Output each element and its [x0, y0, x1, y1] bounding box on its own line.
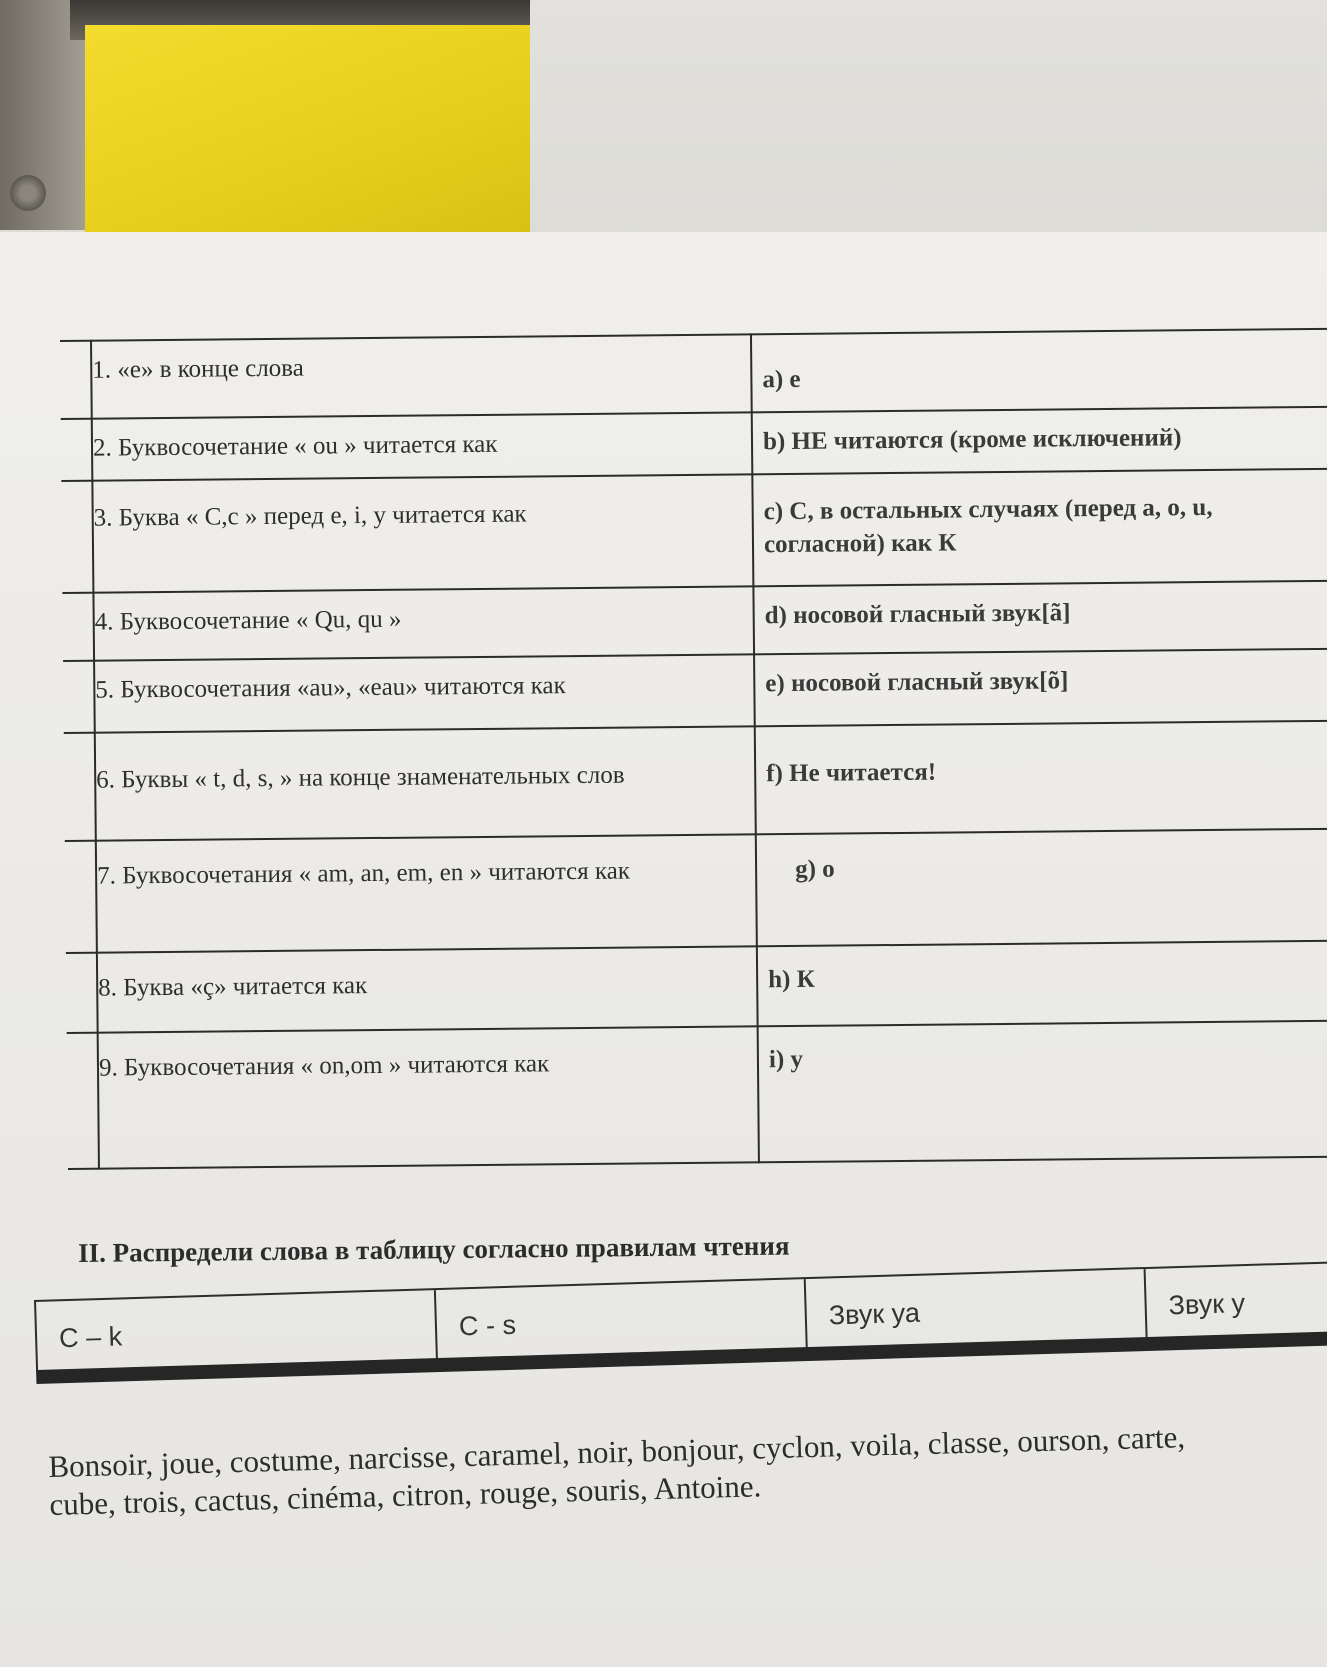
- rule-row-3: [61, 468, 1327, 594]
- rule-row-6: [64, 720, 1327, 842]
- rule-left-1: 1. «е» в конце слова: [92, 354, 304, 384]
- rule-left-9: 9. Буквосочетания « on,om » читаются как: [98, 1050, 550, 1082]
- rule-right-9: i) у: [768, 1045, 804, 1074]
- rule-right-7: g) о: [794, 855, 835, 883]
- rule-right-6: f) Не читается!: [766, 758, 937, 788]
- screw-icon: [10, 175, 46, 211]
- rule-left-5: 5. Буквосочетания «au», «eau» читаются как: [95, 672, 566, 704]
- sort-col-zvuk-ua: Звук уа: [806, 1269, 1148, 1349]
- yellow-folder: [85, 25, 530, 243]
- word-list-line-2: cube, trois, cactus, cinéma, citron, rouge, souris, Antoine.: [49, 1468, 762, 1522]
- rule-right-3: c) C, в остальных случаях (перед a, o, u, согласной) как К: [763, 493, 1213, 559]
- rule-right-4: d) носовой гласный звук[ã]: [764, 599, 1071, 630]
- rule-left-3: 3. Буква « C,c » перед e, i, y читается как: [93, 500, 527, 532]
- rule-left-4: 4. Буквосочетание « Qu, qu »: [94, 605, 402, 636]
- sort-col-c-k: C – k: [36, 1290, 438, 1372]
- section-title: II. Распредели слова в таблицу согласно правилам чтения: [78, 1230, 790, 1268]
- rule-row-8: [66, 940, 1327, 1034]
- rule-row-7: [65, 828, 1327, 954]
- rule-row-9: [67, 1020, 1327, 1170]
- word-list-line-1: Bonsoir, joue, costume, narcisse, caramel, noir, bonjour, cyclon, voila, classe, ourson, carte,: [48, 1419, 1186, 1484]
- rule-right-1: a) е: [762, 365, 801, 394]
- rule-row-1: [60, 328, 1327, 420]
- rule-right-8: h) К: [768, 965, 815, 994]
- rule-right-2: b) НЕ читаются (кроме исключений): [762, 424, 1182, 456]
- sort-col-zvuk-u: Звук у: [1168, 1288, 1246, 1321]
- rule-left-2: 2. Буквосочетание « ou » читается как: [92, 430, 498, 462]
- rule-left-8: 8. Буква «ç» читается как: [98, 972, 368, 1002]
- rule-left-6: 6. Буквы « t, d, s, » на конце знаменательных слов: [96, 761, 625, 794]
- sort-col-c-s: C - s: [436, 1279, 808, 1360]
- rules-table: [60, 328, 1327, 1170]
- rule-right-5: e) носовой гласный звук[õ]: [765, 667, 1069, 698]
- rule-left-7: 7. Буквосочетания « am, an, em, en » читаются как: [97, 857, 631, 890]
